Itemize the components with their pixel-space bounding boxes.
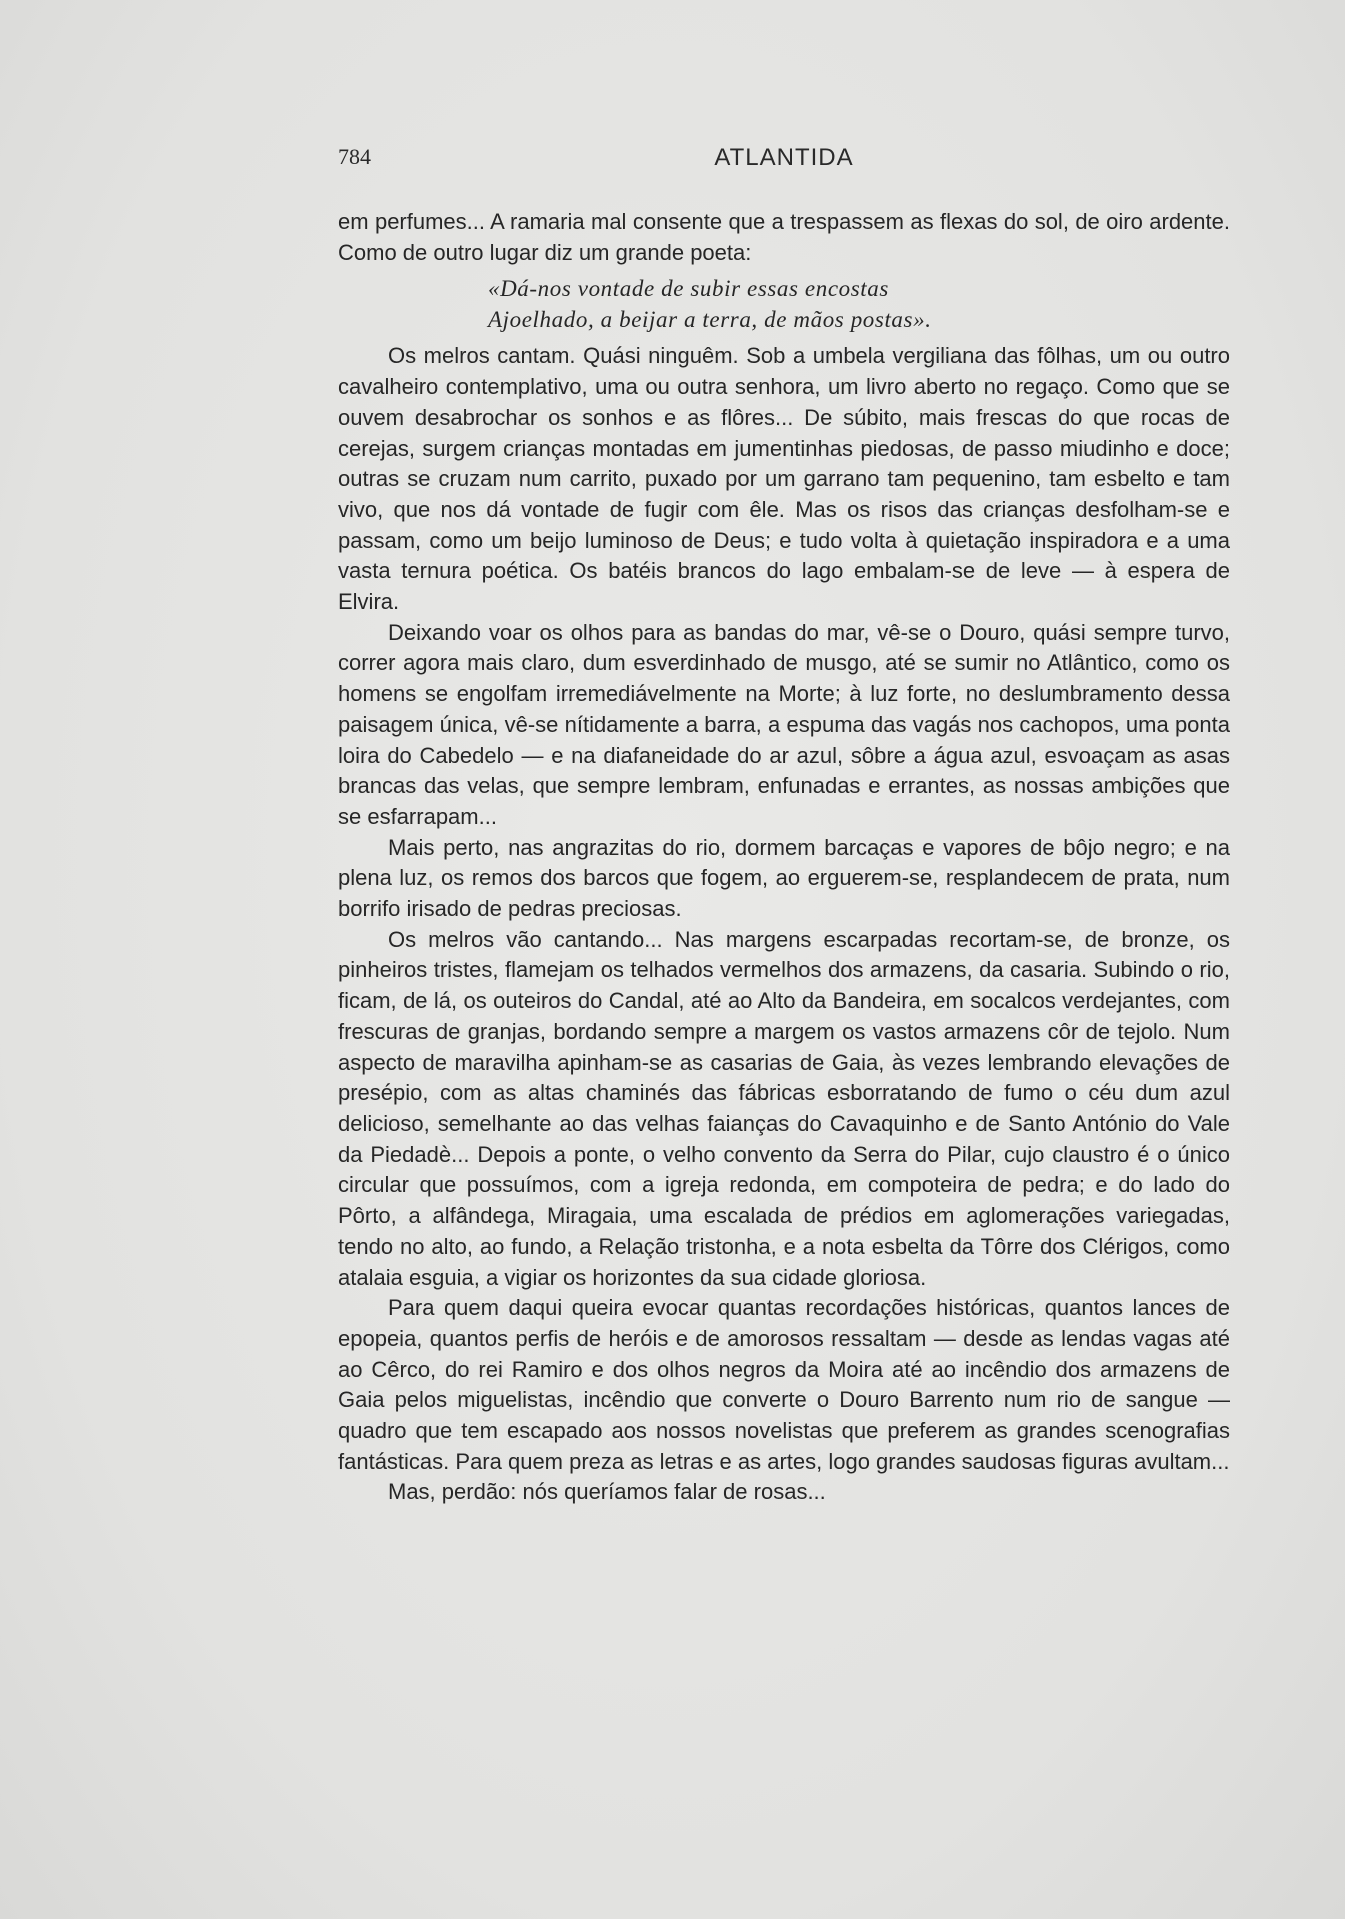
paragraph-5: Os melros vão cantando... Nas margens escarpadas recortam-se, de bronze, os pinheiros tristes, flamejam os telhados vermelhos dos armazens, da casaria. Subindo o rio, ficam, de lá, os outeiros do Candal, até ao Alto da Bandeira, em socalcos verdejantes, com frescuras de granjas, bordando sempre a margem os vastos armazens côr de tejolo. Num aspecto de maravilha apinham-se as casarias de Gaia, às vezes lembrando elevações de presépio, com as altas chaminés das fábricas esborratando de fumo o céu dum azul delicioso, semelhante ao das velhas faianças do Cavaquinho e de Santo António do Vale da Piedadè... Depois a ponte, o velho convento da Serra do Pilar, cujo claustro é o único circular que possuímos, com a igreja redonda, em compoteira de pedra; e do lado do Pôrto, a alfândega, Miragaia, uma escalada de prédios em aglomerações variegadas, tendo no alto, ao fundo, a Relação tristonha, e a nota esbelta da Tôrre dos Clérigos, como atalaia esguia, a vigiar os horizontes da sua cidade gloriosa. [338, 926, 1230, 1290]
verse-line-2: Ajoelhado, a beijar a terra, de mãos postas». [488, 306, 932, 332]
paragraph-2: Os melros cantam. Quási ninguêm. Sob a umbela vergiliana das fôlhas, um ou outro cavalheiro contemplativo, uma ou outra senhora, um livro aberto no regaço. Como que se ouvem desabrochar os sonhos e as flôres... De súbito, mais frescas do que rocas de cerejas, surgem crianças montadas em jumentinhas piedosas, de passo miudinho e doce; outras se cruzam num carrito, puxado por um garrano tam pequenino, tam esbelto e tam vivo, que nos dá vontade de fugir com êle. Mas os risos das crianças desfolham-se e passam, como um beijo luminoso de Deus; e tudo volta à quietação inspiradora e a uma vasta ternura poética. Os batéis brancos do lago embalam-se de leve — à espera de Elvira. [338, 343, 1230, 615]
running-head [338, 144, 1230, 174]
verse-quote [488, 274, 1230, 335]
paragraph-3: Deixando voar os olhos para as bandas do mar, vê-se o Douro, quási sempre turvo, correr agora mais claro, dum esverdinhado de musgo, até se sumir no Atlântico, como os homens se engolfam irremediávelmente na Morte; à luz forte, no deslumbramento dessa paisagem única, vê-se nítidamente a barra, a espuma das vagás nos cachopos, uma ponta loira do Cabedelo — e na diafaneidade do ar azul, sôbre a água azul, esvoaçam as asas brancas das velas, que sempre lembram, enfunadas e errantes, as nossas ambições que se esfarrapam... [338, 619, 1230, 829]
body-text [338, 207, 1230, 1508]
page-number: 784 [338, 144, 371, 169]
paragraph-6: Para quem daqui queira evocar quantas recordações históricas, quantos lances de epopeia, quantos perfis de heróis e de amorosos ressaltam — desde as lendas vagas até ao Cêrco, do rei Ramiro e dos olhos negros da Moira até ao incêndio dos armazens de Gaia pelos miguelistas, incêndio que converte o Douro Barrento num rio de sangue — quadro que tem escapado aos nossos novelistas que preferem as grandes scenografias fantásticas. Para quem preza as letras e as artes, logo grandes saudosas figuras avultam... [338, 1295, 1230, 1474]
verse-line-1: «Dá-nos vontade de subir essas encostas [488, 276, 889, 302]
paragraph-1: em perfumes... A ramaria mal consente que a trespassem as flexas do sol, de oiro ardente. Como de outro lugar diz um grande poeta: [338, 209, 1230, 265]
paragraph-4: Mais perto, nas angrazitas do rio, dormem barcaças e vapores de bôjo negro; e na plena luz, os remos dos barcos que fogem, ao erguerem-se, resplandecem de prata, num borrifo irisado de pedras preciosas. [338, 834, 1230, 922]
running-title: ATLANTIDA [714, 144, 854, 171]
paragraph-7: Mas, perdão: nós queríamos falar de rosas... [388, 1479, 826, 1505]
